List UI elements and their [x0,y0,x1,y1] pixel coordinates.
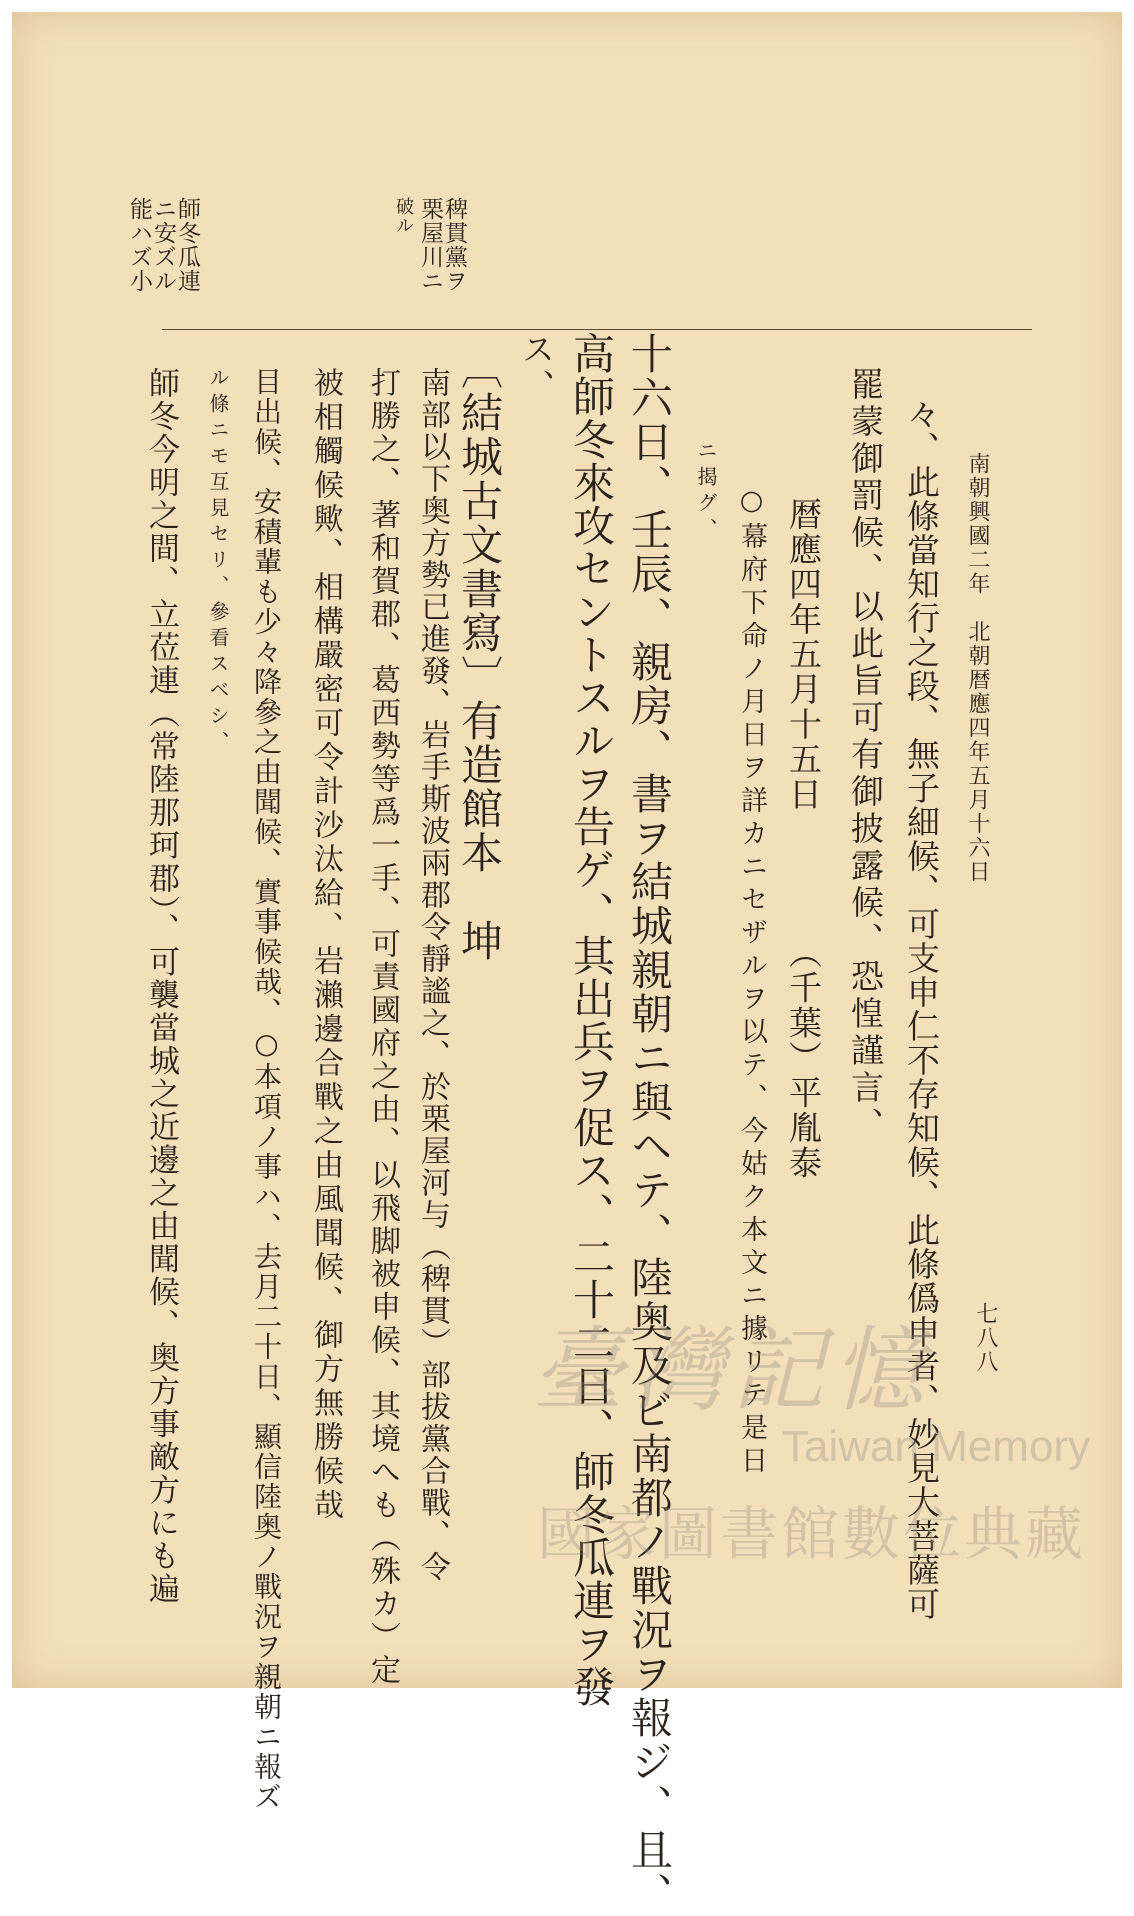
head-note: 師冬瓜連 [174,197,200,293]
body-column: ル條ニモ互見セリ、參看スベシ、 [206,367,230,757]
head-note: 稗貫黨ヲ [441,197,467,293]
body-column: 打勝之、著和賀郡、葛西勢等爲一手、可責國府之由、以飛脚被申候、其境へも（殊カ）定 [365,367,400,1687]
body-column: 暦應四年五月十五日 （千葉）平胤泰 [784,497,823,1181]
header-divider [162,329,1032,330]
running-title: 南朝興國二年 北朝暦應四年五月十六日 [965,452,990,884]
body-column: 被相觸候歟、相構嚴密可令計沙汰給、岩瀨邊合戰之由風聞候、御方無勝候哉 [308,367,343,1523]
body-column: 南部以下奥方勢已進發、岩手斯波兩郡令靜謐之、於栗屋河与（稗貫）部拔黨合戰、令 [415,367,450,1583]
watermark-title: 臺灣記憶 [532,1317,933,1424]
head-note: 栗屋川ニ [417,197,443,293]
page-number: 七八八 [973,1302,998,1374]
document-page [12,12,1122,1916]
body-column: ニ揭グ、 [694,440,718,544]
body-column: 目出候、安積輩も少々降參之由聞候、實事候哉、○本項ノ事ハ、去月二十日、顯信陸奥ノ戰況ヲ親朝ニ報ズ [250,367,283,1812]
body-column: 十六日、壬辰、親房、書ヲ結城親朝ニ與ヘテ、陸奥及ビ南都ノ戰況ヲ報ジ、且、 [625,332,674,1916]
body-column: 々、此條當知行之段、無子細候、可支申仁不存知候、此條僞申者、妙見大菩薩可 [902,397,941,1621]
head-note: 能ハズ小 [126,197,152,293]
head-note: ニ安ズル [150,197,176,293]
body-column: ○幕府下命ノ月日ヲ詳カニセザルヲ以テ、今姑ク本文ニ據リテ是日 [736,485,767,1479]
watermark-title-en: Taiwan Memory [782,1422,1091,1471]
source-title: 〔結城古文書寫〕有造館本 坤 [455,347,504,963]
watermark-subtitle: 國家圖書館數位典藏 [537,1500,1087,1568]
body-column: 師冬今明之間、立莅連（常陸那珂郡）、可襲當城之近邊之由聞候、奥方事敵方にも遍 [143,367,179,1606]
body-column: 高師冬來攻セントスルヲ告ゲ、其出兵ヲ促ス、二十二日、師冬瓜連ヲ發 [567,332,616,1708]
body-column: ス、 [517,332,556,406]
head-note: 破ル [393,197,414,235]
body-column: 罷蒙御罰候、以此旨可有御披露候、恐惶謹言、 [846,367,885,1144]
